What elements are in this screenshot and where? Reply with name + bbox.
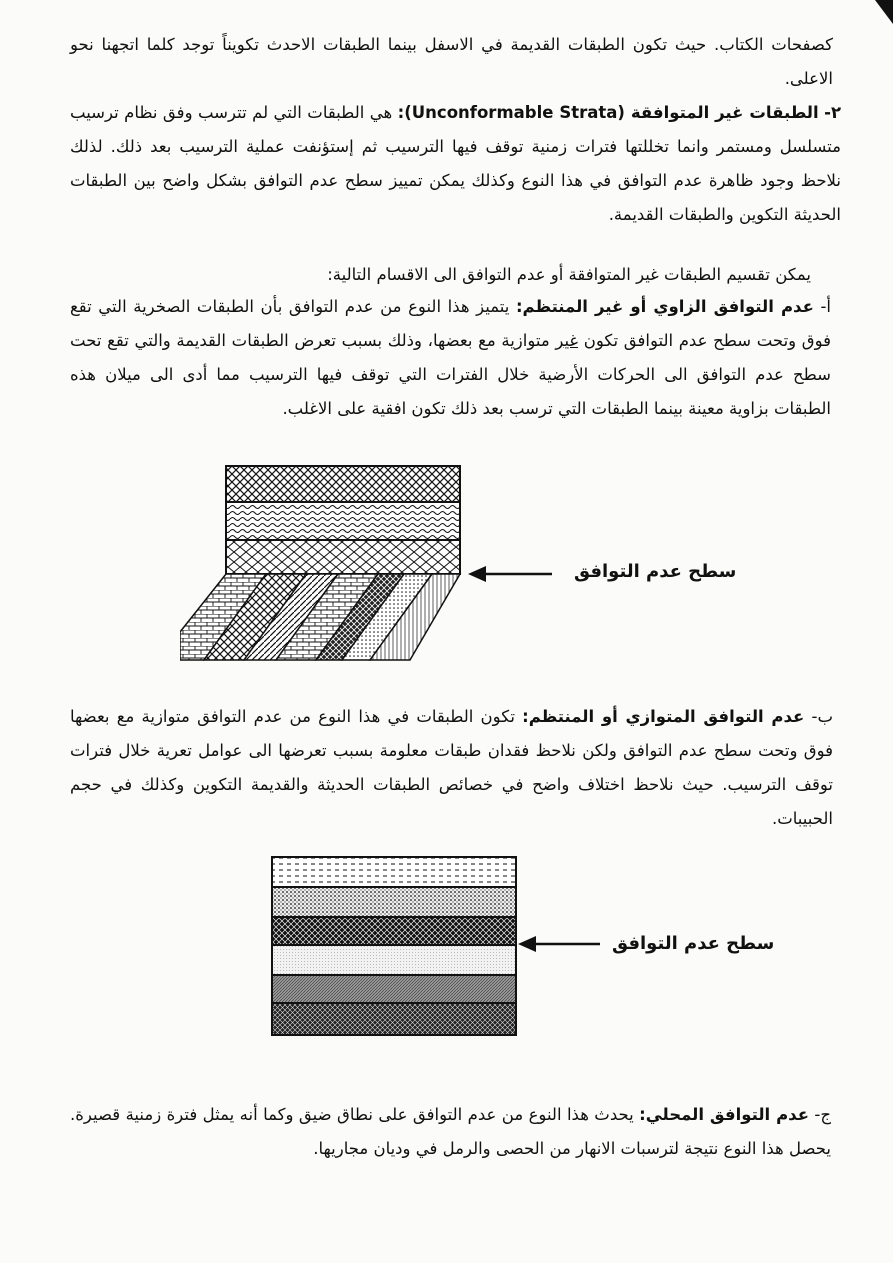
page-corner-mark [853,0,893,30]
layer-1 [272,857,516,887]
type-c-paragraph [70,1098,831,1166]
arrow-head-1 [468,566,486,582]
type-a-body-1: يتميز هذا النوع من عدم التوافق بأن الطبقات الصخرية التي تقع فوق وتحت سطح عدم التوافق تكون [70,297,831,350]
layer-4 [272,945,516,975]
division-text: يمكن تقسيم الطبقات غير المتوافقة أو عدم التوافق الى الاقسام التالية: [327,265,811,284]
type-a-paragraph [70,290,831,426]
layer-2 [272,887,516,917]
section-body: هي الطبقات التي لم تترسب وفق نظام ترسيب متسلسل ومستمر وانما تخللتها فترات زمنية توقف فيها الترسيب ثم إستؤنفت عملية الترسيب بعد ذلك. لذلك نلاحظ وجود ظاهرة عدم التوافق في هذا النوع وكذلك يمكن تمييز سطح عدم التوافق بشكل واضح بين الطبقات الحديثة التكوين والطبقات القديمة. [70,103,841,224]
section-unconformable-strata [70,96,841,232]
parallel-unconformity-diagram [270,855,610,1040]
intro-text: كصفحات الكتاب. حيث تكون الطبقات القديمة في الاسفل بينما الطبقات الاحدث تكويناً توجد كلما اتجهنا نحو الاعلى. [70,35,833,88]
type-a-underlined-word: غير [555,331,579,350]
arrow-head-2 [518,936,536,952]
layer-5 [272,975,516,1003]
type-c-marker: ج- [814,1105,832,1124]
type-b-term: عدم التوافق المتوازي أو المنتظم: [522,707,805,726]
type-a-term: عدم التوافق الزاوي أو غير المنتظم: [515,297,814,316]
layer-3 [272,917,516,945]
layer-6 [272,1003,516,1035]
type-c-body: يحدث هذا النوع من عدم التوافق على نطاق ضيق وكما أنه يمثل فترة زمنية قصيرة. يحصل هذا النوع نتيجة لترسبات الانهار من الحصى والرمل في وديان مجاريها. [70,1105,831,1158]
division-paragraph [70,258,811,292]
upper-bed-3 [226,540,460,574]
type-b-paragraph [70,700,833,836]
upper-bed-1 [226,466,460,502]
type-c-term: عدم التوافق المحلي: [639,1105,809,1124]
figure1-caption: سطح عدم التوافق [574,561,737,582]
type-b-body: تكون الطبقات في هذا النوع من عدم التوافق متوازية مع بعضها فوق وتحت سطح عدم التوافق ولكن نلاحظ فقدان طبقات معلومة بسبب تعرضها الى عوامل تعرية خلال فترات توقف الترسيب. حيث نلاحظ اختلاف واضح في خصائص الطبقات الحديثة والقديمة التكوين وكذلك في حجم الحبيبات. [70,707,833,828]
type-b-marker: ب- [811,707,834,726]
section-term: الطبقات غير المتوافقة (Unconformable Strata): [397,103,819,122]
intro-paragraph [70,28,833,96]
upper-bed-2 [226,502,460,540]
type-a-body-2: متوازية مع بعضها، وذلك بسبب تعرض الطبقات القديمة والتي تقع تحت سطح عدم التوافق الى الحركات الأرضية خلال الفترات التي توقف فيها الترسيب مما أدى الى ميلان هذه الطبقات بزاوية معينة بينما الطبقات التي ترسب بعد ذلك تكون افقية على الاغلب. [70,331,831,418]
section-number: ٢- [824,103,842,122]
figure2-caption: سطح عدم التوافق [612,933,775,954]
type-a-marker: أ- [820,297,831,316]
